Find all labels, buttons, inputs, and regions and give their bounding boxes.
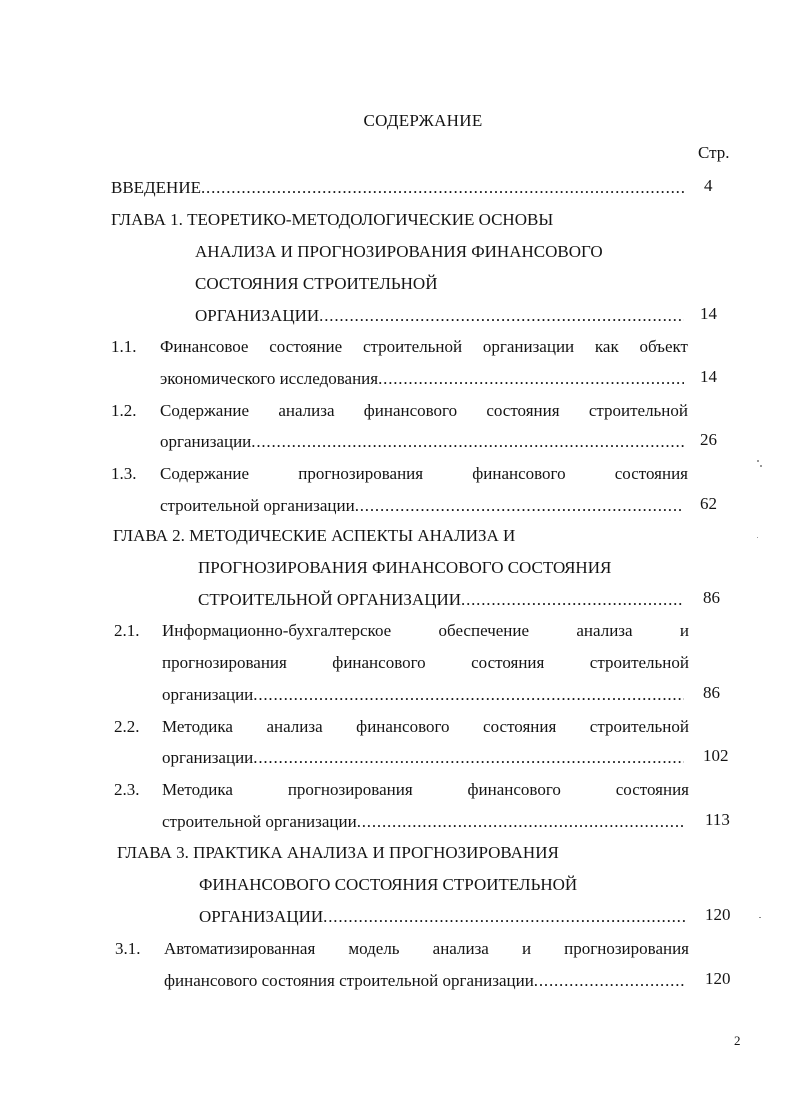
page-title: СОДЕРЖАНИЕ [363, 111, 483, 130]
toc-page-number: 86 [703, 588, 720, 607]
scan-speck [760, 465, 762, 467]
toc-entry-label: строительной организации [162, 812, 357, 831]
toc-page-number: 120 [705, 969, 731, 988]
toc-entry-label: финансового состояния строительной организации [164, 971, 534, 990]
leader-dots [253, 746, 684, 770]
toc-page-number: 14 [700, 304, 717, 323]
chapter-heading-1-cont: АНАЛИЗА И ПРОГНОЗИРОВАНИЯ ФИНАНСОВОГО [195, 242, 603, 261]
leader-dots [355, 494, 684, 518]
toc-entry-label: ОРГАНИЗАЦИИ [195, 306, 320, 325]
leader-dots [201, 176, 686, 200]
leader-dots [253, 683, 684, 707]
page-number: 2 [734, 1033, 741, 1048]
toc-page-number: 62 [700, 494, 717, 513]
chapter-heading-1-last [195, 304, 684, 328]
section-title-last [162, 810, 684, 834]
chapter-heading-1-cont: СОСТОЯНИЯ СТРОИТЕЛЬНОЙ [195, 274, 438, 293]
leader-dots [357, 810, 684, 834]
toc-entry-label: организации [162, 748, 254, 767]
section-title-last [160, 430, 684, 454]
section-title: Финансовое состояние строительной организации как объект [160, 337, 688, 356]
section-title: Содержание анализа финансового состояния строительной [160, 401, 688, 420]
leader-dots [251, 430, 684, 454]
section-title-last [162, 746, 684, 770]
section-number: 2.1. [114, 621, 140, 640]
toc-entry-label: строительной организации [160, 496, 355, 515]
scan-speck [757, 537, 758, 538]
section-number: 1.3. [111, 464, 137, 483]
section-title-last [162, 683, 684, 707]
section-number: 3.1. [115, 939, 141, 958]
section-title: Автоматизированная модель анализа и прогнозирования [164, 939, 689, 958]
section-number: 1.2. [111, 401, 137, 420]
toc-entry-label: СТРОИТЕЛЬНОЙ ОРГАНИЗАЦИИ [198, 590, 462, 609]
section-title: Методика прогнозирования финансового состояния [162, 780, 689, 799]
toc-entry-intro [111, 176, 686, 200]
toc-page-number: 14 [700, 367, 717, 386]
leader-dots [319, 304, 684, 328]
section-number: 2.3. [114, 780, 140, 799]
leader-dots [323, 905, 686, 929]
section-number: 2.2. [114, 717, 140, 736]
chapter-heading-3-last [199, 905, 686, 929]
section-title-cont: прогнозирования финансового состояния строительной [162, 653, 689, 672]
toc-page-number: 102 [703, 746, 729, 765]
section-title: Информационно-бухгалтерское обеспечение анализа и [162, 621, 689, 640]
section-title-last [160, 367, 684, 391]
toc-entry-label: ВВЕДЕНИЕ [111, 178, 201, 197]
scan-speck [759, 917, 761, 918]
toc-entry-label: организации [162, 685, 254, 704]
toc-entry-label: ОРГАНИЗАЦИИ [199, 907, 324, 926]
toc-entry-label: экономического исследования [160, 369, 379, 388]
toc-page-number: 4 [704, 176, 713, 195]
chapter-heading-2-cont: ПРОГНОЗИРОВАНИЯ ФИНАНСОВОГО СОСТОЯНИЯ [198, 558, 612, 577]
toc-page-number: 26 [700, 430, 717, 449]
toc-page-number: 86 [703, 683, 720, 702]
section-title: Содержание прогнозирования финансового состояния [160, 464, 688, 483]
section-title-last [160, 494, 684, 518]
section-number: 1.1. [111, 337, 137, 356]
chapter-heading-2-last [198, 588, 684, 612]
toc-page-number: 120 [705, 905, 731, 924]
chapter-heading-1: ГЛАВА 1. ТЕОРЕТИКО-МЕТОДОЛОГИЧЕСКИЕ ОСНОВЫ [111, 210, 554, 229]
scan-speck [757, 460, 759, 462]
page-column-label: Стр. [698, 143, 730, 162]
section-title: Методика анализа финансового состояния строительной [162, 717, 689, 736]
leader-dots [378, 367, 684, 391]
leader-dots [461, 588, 684, 612]
chapter-heading-3-cont: ФИНАНСОВОГО СОСТОЯНИЯ СТРОИТЕЛЬНОЙ [199, 875, 578, 894]
toc-page-number: 113 [705, 810, 730, 829]
chapter-heading-3: ГЛАВА 3. ПРАКТИКА АНАЛИЗА И ПРОГНОЗИРОВАНИЯ [117, 843, 559, 862]
chapter-heading-2: ГЛАВА 2. МЕТОДИЧЕСКИЕ АСПЕКТЫ АНАЛИЗА И [113, 526, 516, 545]
section-title-last [164, 969, 686, 993]
leader-dots [534, 969, 686, 993]
toc-entry-label: организации [160, 432, 252, 451]
